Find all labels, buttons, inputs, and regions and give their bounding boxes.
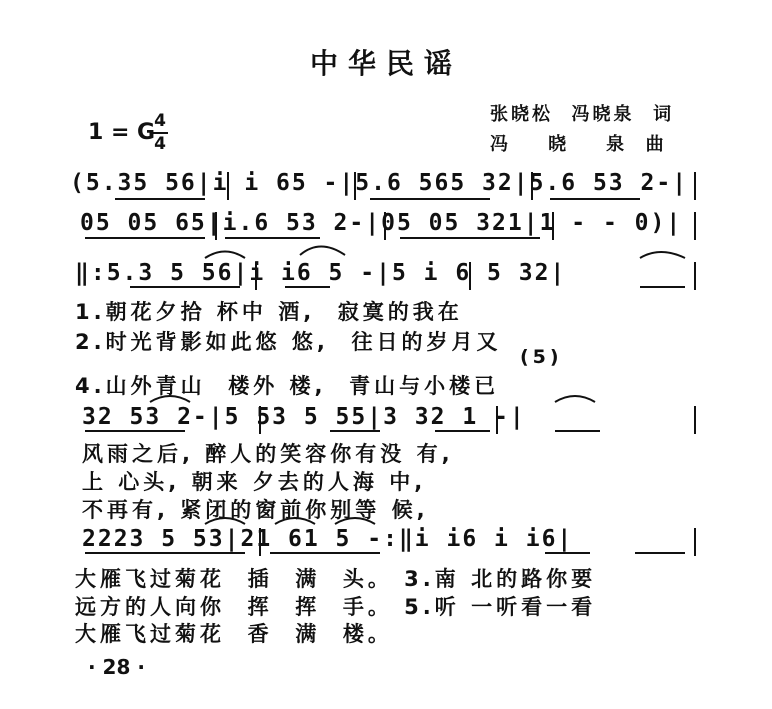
notation-line-1: (5.35 56|i i 65 -|5.6 565 32|5.6 53 2-|	[70, 170, 689, 196]
lyric-verse4-part2: 不再有, 紧闭的窗前你别等 候,	[82, 498, 429, 522]
slur-marks	[150, 247, 685, 525]
notation-line-2: 05 05 65|i.6 53 2-|05 05 321|1 - - 0)|	[80, 210, 683, 236]
time-signature-top: 4	[154, 111, 166, 131]
lyric-verse4-part1: 4.山外青山 楼外 楼, 青山与小楼已	[75, 374, 500, 398]
barline-marks	[216, 172, 695, 556]
underline-marks	[85, 199, 685, 553]
time-signature-bottom: 4	[154, 134, 166, 154]
lyric-verse4-part3: 大雁飞过菊花 香 满 楼。	[75, 622, 393, 646]
key-signature: 1 = G	[88, 120, 156, 145]
lyric-verse2-part1: 2.时光背影如此悠 悠, 往日的岁月又	[75, 330, 502, 354]
lyric-verse1-part3: 大雁飞过菊花 插 满 头。 3.南 北的路你要	[75, 567, 597, 591]
lyric-verse1-part1: 1.朝花夕拾 杯中 酒, 寂寞的我在	[75, 300, 463, 324]
lyric-verse2-part2: 上 心头, 朝来 夕去的人海 中,	[82, 470, 427, 494]
song-title: 中华民谣	[309, 47, 462, 80]
lyricist-credit: 张晓松 冯晓泉 词	[490, 104, 675, 125]
page-number: · 28 ·	[88, 655, 145, 679]
notation-line-4: 32 53 2-|5 53 5 55|3 32 1 -|	[82, 404, 526, 430]
lyric-verse1-part2: 风雨之后, 醉人的笑容你有没 有,	[82, 442, 454, 466]
notation-line-3: ‖:5.3 5 56|i i6 5 -|5 i 6 5 32|	[75, 260, 567, 286]
notation-line-5: 2223 5 53|21 61 5 -:‖i i6 i i6|	[82, 526, 574, 552]
repeat-marker: (5)	[520, 346, 563, 368]
composer-credit: 冯 晓 泉 曲	[490, 134, 667, 155]
lyric-verse2-part3: 远方的人向你 挥 挥 手。 5.听 一听看一看	[75, 595, 597, 619]
